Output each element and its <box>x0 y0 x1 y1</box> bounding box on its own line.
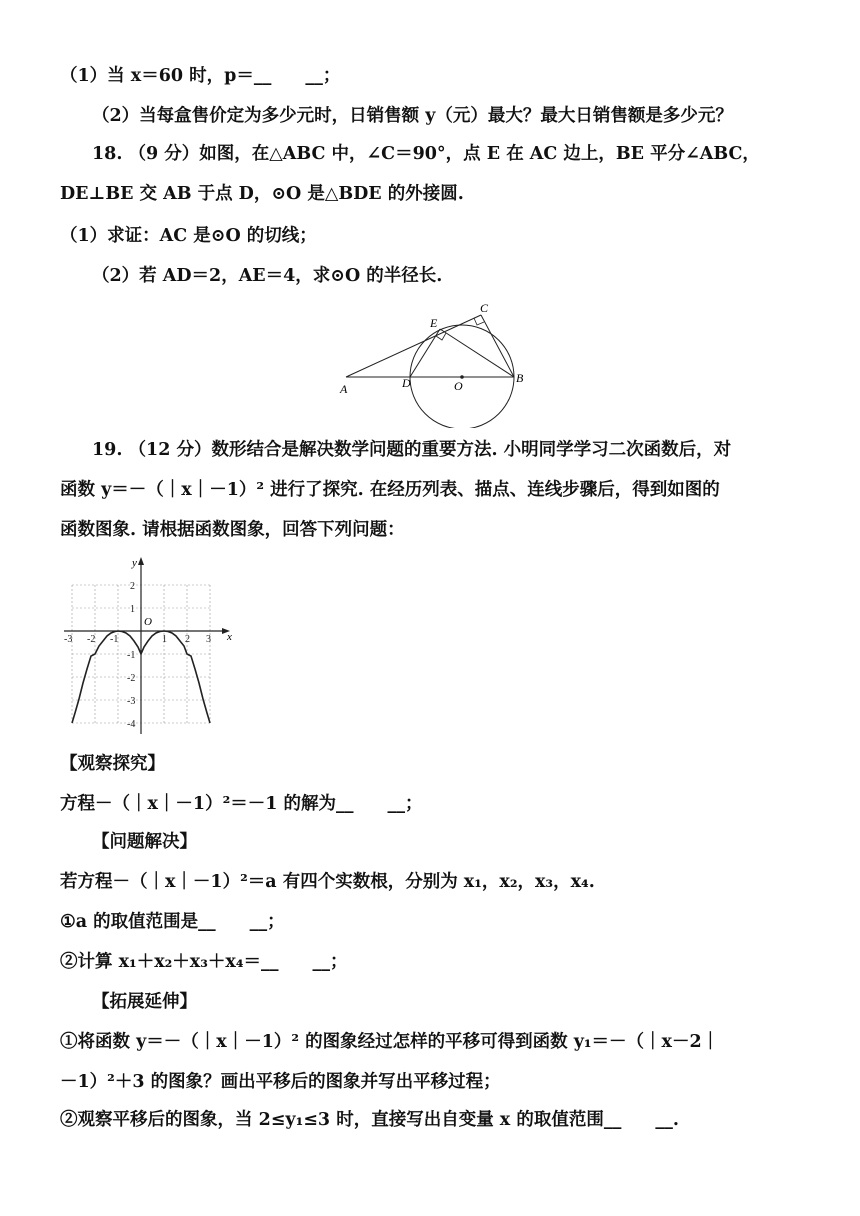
label-o: O <box>454 379 463 393</box>
label-c: C <box>480 301 489 315</box>
x-axis-label: x <box>227 631 232 643</box>
y-tick-label: -2 <box>127 673 136 684</box>
right-angle-mark-e <box>436 333 446 340</box>
extend-question-1-line2: －1）²＋3 的图象？画出平移后的图象并写出平移过程； <box>60 1072 501 1092</box>
q19-stem-line1: 19. （12 分）数形结合是解决数学问题的重要方法. 小明同学学习二次函数后，对 <box>92 440 732 460</box>
extend-question-2: ②观察平移后的图象，当 2≤y₁≤3 时，直接写出自变量 x 的取值范围__ __. <box>60 1110 679 1130</box>
q19-stem-line3: 函数图象. 请根据函数图象，回答下列问题： <box>60 520 405 540</box>
solve-question-2: ②计算 x₁＋x₂＋x₃＋x₄＝__ __； <box>60 952 348 972</box>
observe-heading: 【观察探究】 <box>60 754 165 774</box>
solve-heading: 【问题解决】 <box>92 832 197 852</box>
q19-function-graph <box>60 552 240 738</box>
y-tick-label: -4 <box>127 719 136 730</box>
q18-geometry-figure <box>336 298 536 428</box>
x-tick-label: 1 <box>162 634 167 645</box>
label-e: E <box>430 316 438 330</box>
x-tick-label: -2 <box>87 634 96 645</box>
x-tick-label: -1 <box>110 634 119 645</box>
y-axis-label: y <box>132 557 137 569</box>
origin-label: O <box>144 616 152 628</box>
observe-question: 方程－（｜x｜－1）²＝－1 的解为__ __； <box>60 794 423 814</box>
label-a: A <box>340 382 348 396</box>
right-angle-mark-c <box>474 318 484 325</box>
solve-question-1: ①a 的取值范围是__ __； <box>60 912 285 932</box>
extend-question-1-line1: ①将函数 y＝－（｜x｜－1）² 的图象经过怎样的平移可得到函数 y₁＝－（｜x－2｜ <box>60 1032 720 1052</box>
segment-ac <box>346 315 481 377</box>
y-tick-label: 2 <box>130 581 135 592</box>
x-tick-label: 3 <box>206 634 211 645</box>
y-tick-label: -3 <box>127 696 136 707</box>
segment-be <box>440 329 514 377</box>
q18-part2: （2）若 AD＝2，AE＝4，求⊙O 的半径长. <box>92 266 443 286</box>
y-tick-label: 1 <box>130 604 135 615</box>
q19-stem-line2: 函数 y＝－（｜x｜－1）² 进行了探究. 在经历列表、描点、连线步骤后，得到如图的 <box>60 480 720 500</box>
extend-heading: 【拓展延伸】 <box>92 992 197 1012</box>
q17-part1: （1）当 x＝60 时，p＝__ __； <box>60 66 341 86</box>
x-tick-label: 2 <box>185 634 190 645</box>
x-tick-label: -3 <box>64 634 73 645</box>
segment-bc <box>481 315 514 377</box>
q18-stem-line1: 18. （9 分）如图，在△ABC 中，∠C＝90°，点 E 在 AC 边上，BE 平分∠ABC， <box>92 144 760 164</box>
segment-de <box>410 329 440 377</box>
q18-stem-line2: DE⊥BE 交 AB 于点 D，⊙O 是△BDE 的外接圆. <box>60 184 464 204</box>
y-tick-label: -1 <box>127 650 136 661</box>
q17-part2: （2）当每盒售价定为多少元时，日销售额 y（元）最大？最大日销售额是多少元？ <box>92 106 733 126</box>
q18-part1: （1）求证：AC 是⊙O 的切线； <box>60 226 317 246</box>
label-b: B <box>516 371 524 385</box>
solve-stem: 若方程－（｜x｜－1）²＝a 有四个实数根，分别为 x₁，x₂，x₃，x₄. <box>60 872 595 892</box>
label-d: D <box>402 376 411 390</box>
y-axis-arrow <box>138 557 144 565</box>
